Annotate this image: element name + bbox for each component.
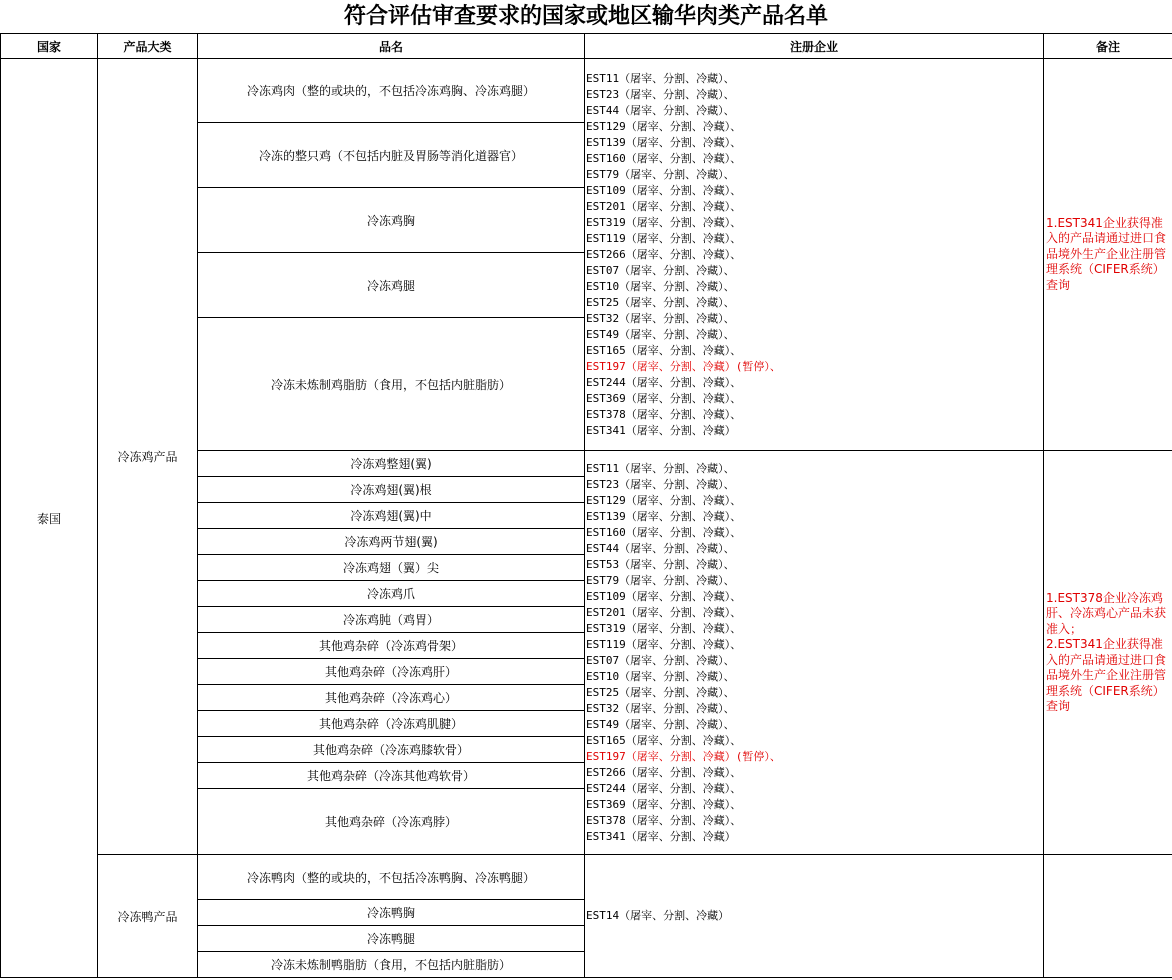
firm-entry: EST160（屠宰、分割、冷藏）、 bbox=[586, 151, 742, 165]
header-row bbox=[1, 34, 1172, 59]
category-chicken: 冷冻鸡产品 bbox=[98, 59, 198, 855]
firm-entry: EST160（屠宰、分割、冷藏）、 bbox=[586, 525, 742, 539]
firm-entry: EST23（屠宰、分割、冷藏）、 bbox=[586, 87, 735, 101]
header-firms: 注册企业 bbox=[585, 34, 1044, 59]
firm-entry: EST378（屠宰、分割、冷藏）、 bbox=[586, 407, 742, 421]
firm-entry: EST25（屠宰、分割、冷藏）、 bbox=[586, 295, 735, 309]
firm-entry: EST129（屠宰、分割、冷藏）、 bbox=[586, 493, 742, 507]
table-row bbox=[1, 59, 1172, 123]
firm-entry: EST369（屠宰、分割、冷藏）、 bbox=[586, 391, 742, 405]
header-product: 品名 bbox=[198, 34, 585, 59]
firm-entry: EST139（屠宰、分割、冷藏）、 bbox=[586, 509, 742, 523]
firm-entry: EST369（屠宰、分割、冷藏）、 bbox=[586, 797, 742, 811]
firm-entry: EST10（屠宰、分割、冷藏）、 bbox=[586, 669, 735, 683]
product-name: 其他鸡杂碎（冷冻鸡肝） bbox=[198, 659, 585, 685]
product-name: 冷冻鸡整翅(翼) bbox=[198, 451, 585, 477]
product-name: 其他鸡杂碎（冷冻其他鸡软骨） bbox=[198, 763, 585, 789]
product-name: 冷冻鸡翅(翼)中 bbox=[198, 503, 585, 529]
product-name: 其他鸡杂碎（冷冻鸡心） bbox=[198, 685, 585, 711]
firm-entry: EST32（屠宰、分割、冷藏）、 bbox=[586, 311, 735, 325]
product-name: 冷冻鸭腿 bbox=[198, 926, 585, 952]
firm-entry: EST109（屠宰、分割、冷藏）、 bbox=[586, 589, 742, 603]
firm-entry: EST266（屠宰、分割、冷藏）、 bbox=[586, 765, 742, 779]
product-name: 冷冻鸡肉（整的或块的，不包括冷冻鸡胸、冷冻鸡腿） bbox=[198, 59, 585, 123]
firm-entry: EST119（屠宰、分割、冷藏）、 bbox=[586, 637, 742, 651]
firm-entry: EST201（屠宰、分割、冷藏）、 bbox=[586, 605, 742, 619]
firm-entry: EST378（屠宰、分割、冷藏）、 bbox=[586, 813, 742, 827]
table-body bbox=[1, 59, 1172, 978]
country-cell: 泰国 bbox=[1, 59, 98, 978]
firm-entry: EST341（屠宰、分割、冷藏） bbox=[586, 423, 736, 437]
product-name: 其他鸡杂碎（冷冻鸡骨架） bbox=[198, 633, 585, 659]
table-row bbox=[1, 855, 1172, 900]
firm-entry: EST07（屠宰、分割、冷藏）、 bbox=[586, 653, 735, 667]
firm-entry: EST165（屠宰、分割、冷藏）、 bbox=[586, 733, 742, 747]
product-list-table bbox=[0, 33, 1172, 978]
firm-entry: EST119（屠宰、分割、冷藏）、 bbox=[586, 231, 742, 245]
firm-entry: EST319（屠宰、分割、冷藏）、 bbox=[586, 215, 742, 229]
chicken_group2-firms-cell bbox=[585, 451, 1044, 855]
product-name: 冷冻鸡翅（翼）尖 bbox=[198, 555, 585, 581]
firm-entry: EST201（屠宰、分割、冷藏）、 bbox=[586, 199, 742, 213]
remark-line: 1.EST341企业获得准入的产品请通过进口食品境外生产企业注册管理系统（CIFER系统）查询 bbox=[1046, 215, 1167, 292]
firm-entry: EST32（屠宰、分割、冷藏）、 bbox=[586, 701, 735, 715]
product-name: 冷冻鸡爪 bbox=[198, 581, 585, 607]
firm-entry: EST07（屠宰、分割、冷藏）、 bbox=[586, 263, 735, 277]
firm-entry: EST244（屠宰、分割、冷藏）、 bbox=[586, 781, 742, 795]
firm-entry: EST197（屠宰、分割、冷藏）(暂停）、 bbox=[586, 359, 781, 373]
firm-entry: EST79（屠宰、分割、冷藏）、 bbox=[586, 167, 735, 181]
product-name: 冷冻鸡肫（鸡胃） bbox=[198, 607, 585, 633]
firm-entry: EST11（屠宰、分割、冷藏）、 bbox=[586, 71, 735, 85]
product-name: 其他鸡杂碎（冷冻鸡肌腱） bbox=[198, 711, 585, 737]
firm-entry: EST244（屠宰、分割、冷藏）、 bbox=[586, 375, 742, 389]
header-country: 国家 bbox=[1, 34, 98, 59]
header-category: 产品大类 bbox=[98, 34, 198, 59]
page-title: 符合评估审查要求的国家或地区输华肉类产品名单 bbox=[343, 3, 828, 29]
remark-line: 1.EST378企业冷冻鸡肝、冷冻鸡心产品未获准入； bbox=[1046, 590, 1167, 636]
product-name: 冷冻鸡腿 bbox=[198, 253, 585, 318]
product-name: 冷冻鸡两节翅(翼) bbox=[198, 529, 585, 555]
product-name: 冷冻的整只鸡（不包括内脏及胃肠等消化道器官） bbox=[198, 123, 585, 188]
remark-line: 2.EST341企业获得准入的产品请通过进口食品境外生产企业注册管理系统（CIFER系统）查询 bbox=[1046, 637, 1167, 713]
product-name: 冷冻鸡胸 bbox=[198, 188, 585, 253]
firm-entry: EST109（屠宰、分割、冷藏）、 bbox=[586, 183, 742, 197]
header-remarks: 备注 bbox=[1044, 34, 1172, 59]
firm-entry: EST49（屠宰、分割、冷藏）、 bbox=[586, 327, 735, 341]
chicken_group2-remarks-cell bbox=[1044, 451, 1172, 855]
product-name: 冷冻未炼制鸡脂肪（食用，不包括内脏脂肪） bbox=[198, 318, 585, 451]
firm-entry: EST44（屠宰、分割、冷藏）、 bbox=[586, 541, 735, 555]
chicken_group1-firms-cell bbox=[585, 59, 1044, 451]
firm-entry: EST129（屠宰、分割、冷藏）、 bbox=[586, 119, 742, 133]
firm-entry: EST266（屠宰、分割、冷藏）、 bbox=[586, 247, 742, 261]
firm-entry: EST53（屠宰、分割、冷藏）、 bbox=[586, 557, 735, 571]
product-name: 其他鸡杂碎（冷冻鸡膝软骨） bbox=[198, 737, 585, 763]
product-name: 其他鸡杂碎（冷冻鸡脖） bbox=[198, 789, 585, 855]
firm-entry: EST14（屠宰、分割、冷藏） bbox=[586, 909, 730, 922]
firm-entry: EST10（屠宰、分割、冷藏）、 bbox=[586, 279, 735, 293]
product-name: 冷冻鸡翅(翼)根 bbox=[198, 477, 585, 503]
firm-entry: EST79（屠宰、分割、冷藏）、 bbox=[586, 573, 735, 587]
firm-entry: EST44（屠宰、分割、冷藏）、 bbox=[586, 103, 735, 117]
firm-entry: EST25（屠宰、分割、冷藏）、 bbox=[586, 685, 735, 699]
chicken_group1-remarks-cell bbox=[1044, 59, 1172, 451]
product-name: 冷冻鸭胸 bbox=[198, 900, 585, 926]
firm-entry: EST341（屠宰、分割、冷藏） bbox=[586, 829, 736, 843]
firm-entry: EST11（屠宰、分割、冷藏）、 bbox=[586, 461, 735, 475]
category-duck: 冷冻鸭产品 bbox=[98, 855, 198, 978]
firm-entry: EST139（屠宰、分割、冷藏）、 bbox=[586, 135, 742, 149]
firm-entry: EST49（屠宰、分割、冷藏）、 bbox=[586, 717, 735, 731]
product-name: 冷冻鸭肉（整的或块的，不包括冷冻鸭胸、冷冻鸭腿） bbox=[198, 855, 585, 900]
firm-entry: EST165（屠宰、分割、冷藏）、 bbox=[586, 343, 742, 357]
duck_group-firms-cell bbox=[585, 855, 1044, 978]
product-name: 冷冻未炼制鸭脂肪（食用，不包括内脏脂肪） bbox=[198, 952, 585, 978]
firm-entry: EST319（屠宰、分割、冷藏）、 bbox=[586, 621, 742, 635]
duck_group-remarks-cell bbox=[1044, 855, 1172, 978]
firm-entry: EST197（屠宰、分割、冷藏）(暂停）、 bbox=[586, 749, 781, 763]
firm-entry: EST23（屠宰、分割、冷藏）、 bbox=[586, 477, 735, 491]
